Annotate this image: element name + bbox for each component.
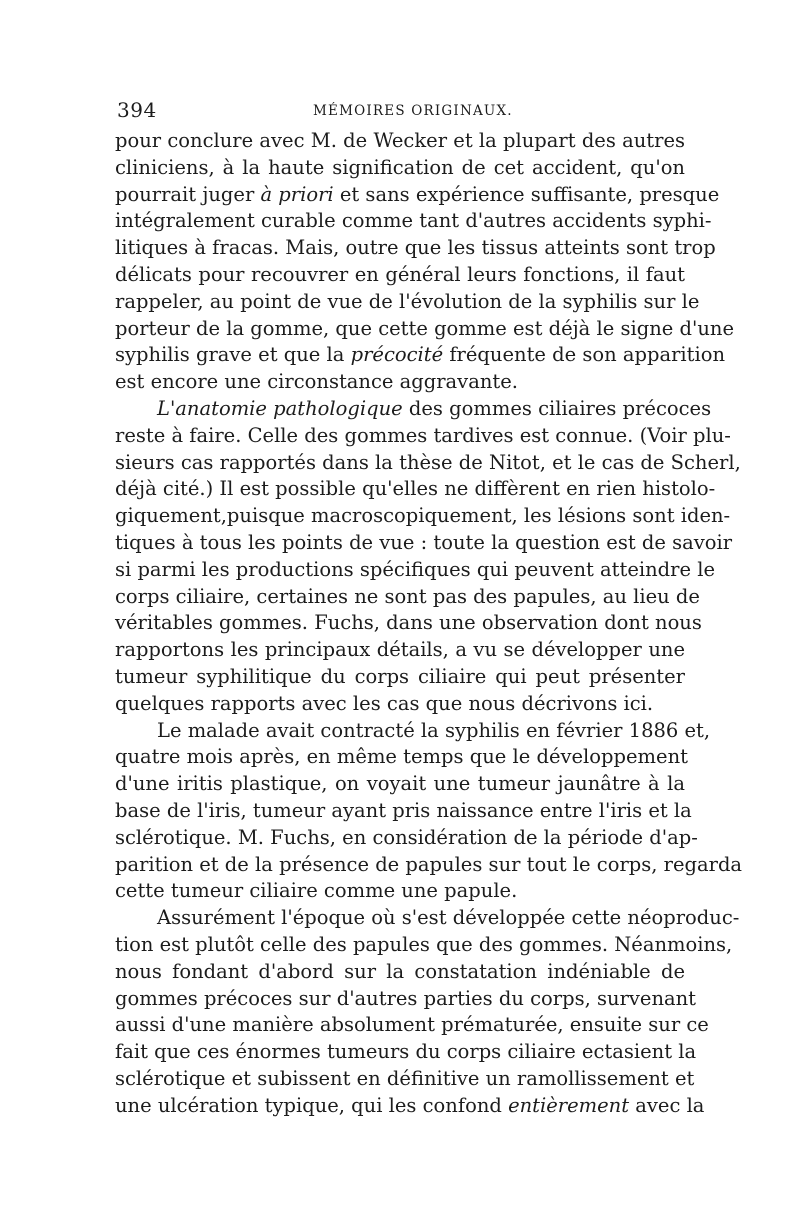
text-line: tumeur syphilitique du corps ciliaire qui peut présenter xyxy=(115,664,685,688)
running-head xyxy=(117,98,687,122)
text-line: intégralement curable comme tant d'autres accidents syphi- xyxy=(115,209,712,233)
text-line: Assurément l'époque où s'est développée cette néoproduc- xyxy=(157,906,740,930)
text-line: sieurs cas rapportés dans la thèse de Nitot, et le cas de Scherl, xyxy=(115,450,741,474)
text-line: fait que ces énormes tumeurs du corps ciliaire ectasient la xyxy=(115,1040,697,1064)
page-number: 394 xyxy=(117,98,157,122)
text-line: corps ciliaire, certaines ne sont pas des papules, au lieu de xyxy=(115,584,700,608)
text-line: cette tumeur ciliaire comme une papule. xyxy=(115,879,518,903)
running-title: MÉMOIRES ORIGINAUX. xyxy=(313,103,513,119)
body-text xyxy=(115,128,743,1119)
text-segment: des gommes ciliaires précoces xyxy=(408,396,712,420)
text-line: tion est plutôt celle des papules que des gommes. Néanmoins, xyxy=(115,932,733,956)
text-line xyxy=(115,1093,705,1120)
text-line: aussi d'une manière absolument prématurée, ensuite sur ce xyxy=(115,1013,709,1037)
text-line: véritables gommes. Fuchs, dans une observation dont nous xyxy=(115,611,702,635)
text-line: quelques rapports avec les cas que nous décrivons ici. xyxy=(115,691,654,715)
text-segment: une ulcération typique, qui les confond xyxy=(115,1093,502,1117)
text-line: giquement,puisque macroscopiquement, les lésions sont iden- xyxy=(115,504,731,528)
italic-phrase: à priori xyxy=(260,182,334,206)
text-line: gommes précoces sur d'autres parties du corps, survenant xyxy=(115,986,697,1010)
text-line: Le malade avait contracté la syphilis en février 1886 et, xyxy=(157,718,711,742)
text-segment: avec la xyxy=(635,1093,705,1117)
text-line: quatre mois après, en même temps que le développement xyxy=(115,745,688,769)
text-line: rappeler, au point de vue de l'évolution de la syphilis sur le xyxy=(115,289,700,313)
text-segment: syphilis grave et que la xyxy=(115,343,345,367)
text-line: cliniciens, à la haute signification de cet accident, qu'on xyxy=(115,155,685,179)
text-line: d'une iritis plastique, on voyait une tumeur jaunâtre à la xyxy=(115,772,685,796)
text-line: litiques à fracas. Mais, outre que les tissus atteints sont trop xyxy=(115,236,716,260)
text-line xyxy=(115,396,712,423)
text-line: tiques à tous les points de vue : toute la question est de savoir xyxy=(115,530,733,554)
text-line: sclérotique. M. Fuchs, en considération de la période d'ap- xyxy=(115,825,698,849)
text-segment: fréquente de son apparition xyxy=(449,343,726,367)
text-line: si parmi les productions spécifiques qui peuvent atteindre le xyxy=(115,557,716,581)
text-segment: pourrait juger xyxy=(115,182,255,206)
text-line: base de l'iris, tumeur ayant pris naissance entre l'iris et la xyxy=(115,798,692,822)
text-line: rapportons les principaux détails, a vu se développer une xyxy=(115,638,685,662)
text-line: déjà cité.) Il est possible qu'elles ne diffèrent en rien histolo- xyxy=(115,477,716,501)
text-line: reste à faire. Celle des gommes tardives est connue. (Voir plu- xyxy=(115,423,731,447)
text-line: délicats pour recouvrer en général leurs fonctions, il faut xyxy=(115,262,685,286)
text-line xyxy=(115,182,720,209)
italic-phrase: précocité xyxy=(350,343,444,367)
text-line: est encore une circonstance aggravante. xyxy=(115,370,518,394)
italic-phrase: L'anatomie pathologique xyxy=(157,396,403,420)
italic-phrase: entièrement xyxy=(508,1093,630,1117)
text-segment: et sans expérience suffisante, presque xyxy=(339,182,720,206)
text-line xyxy=(115,342,726,369)
text-line: nous fondant d'abord sur la constatation indéniable de xyxy=(115,959,685,983)
text-line: porteur de la gomme, que cette gomme est déjà le signe d'une xyxy=(115,316,734,340)
text-line: sclérotique et subissent en définitive un ramollissement et xyxy=(115,1066,695,1090)
text-line: pour conclure avec M. de Wecker et la plupart des autres xyxy=(115,129,685,152)
text-line: parition et de la présence de papules sur tout le corps, regarda xyxy=(115,852,743,876)
